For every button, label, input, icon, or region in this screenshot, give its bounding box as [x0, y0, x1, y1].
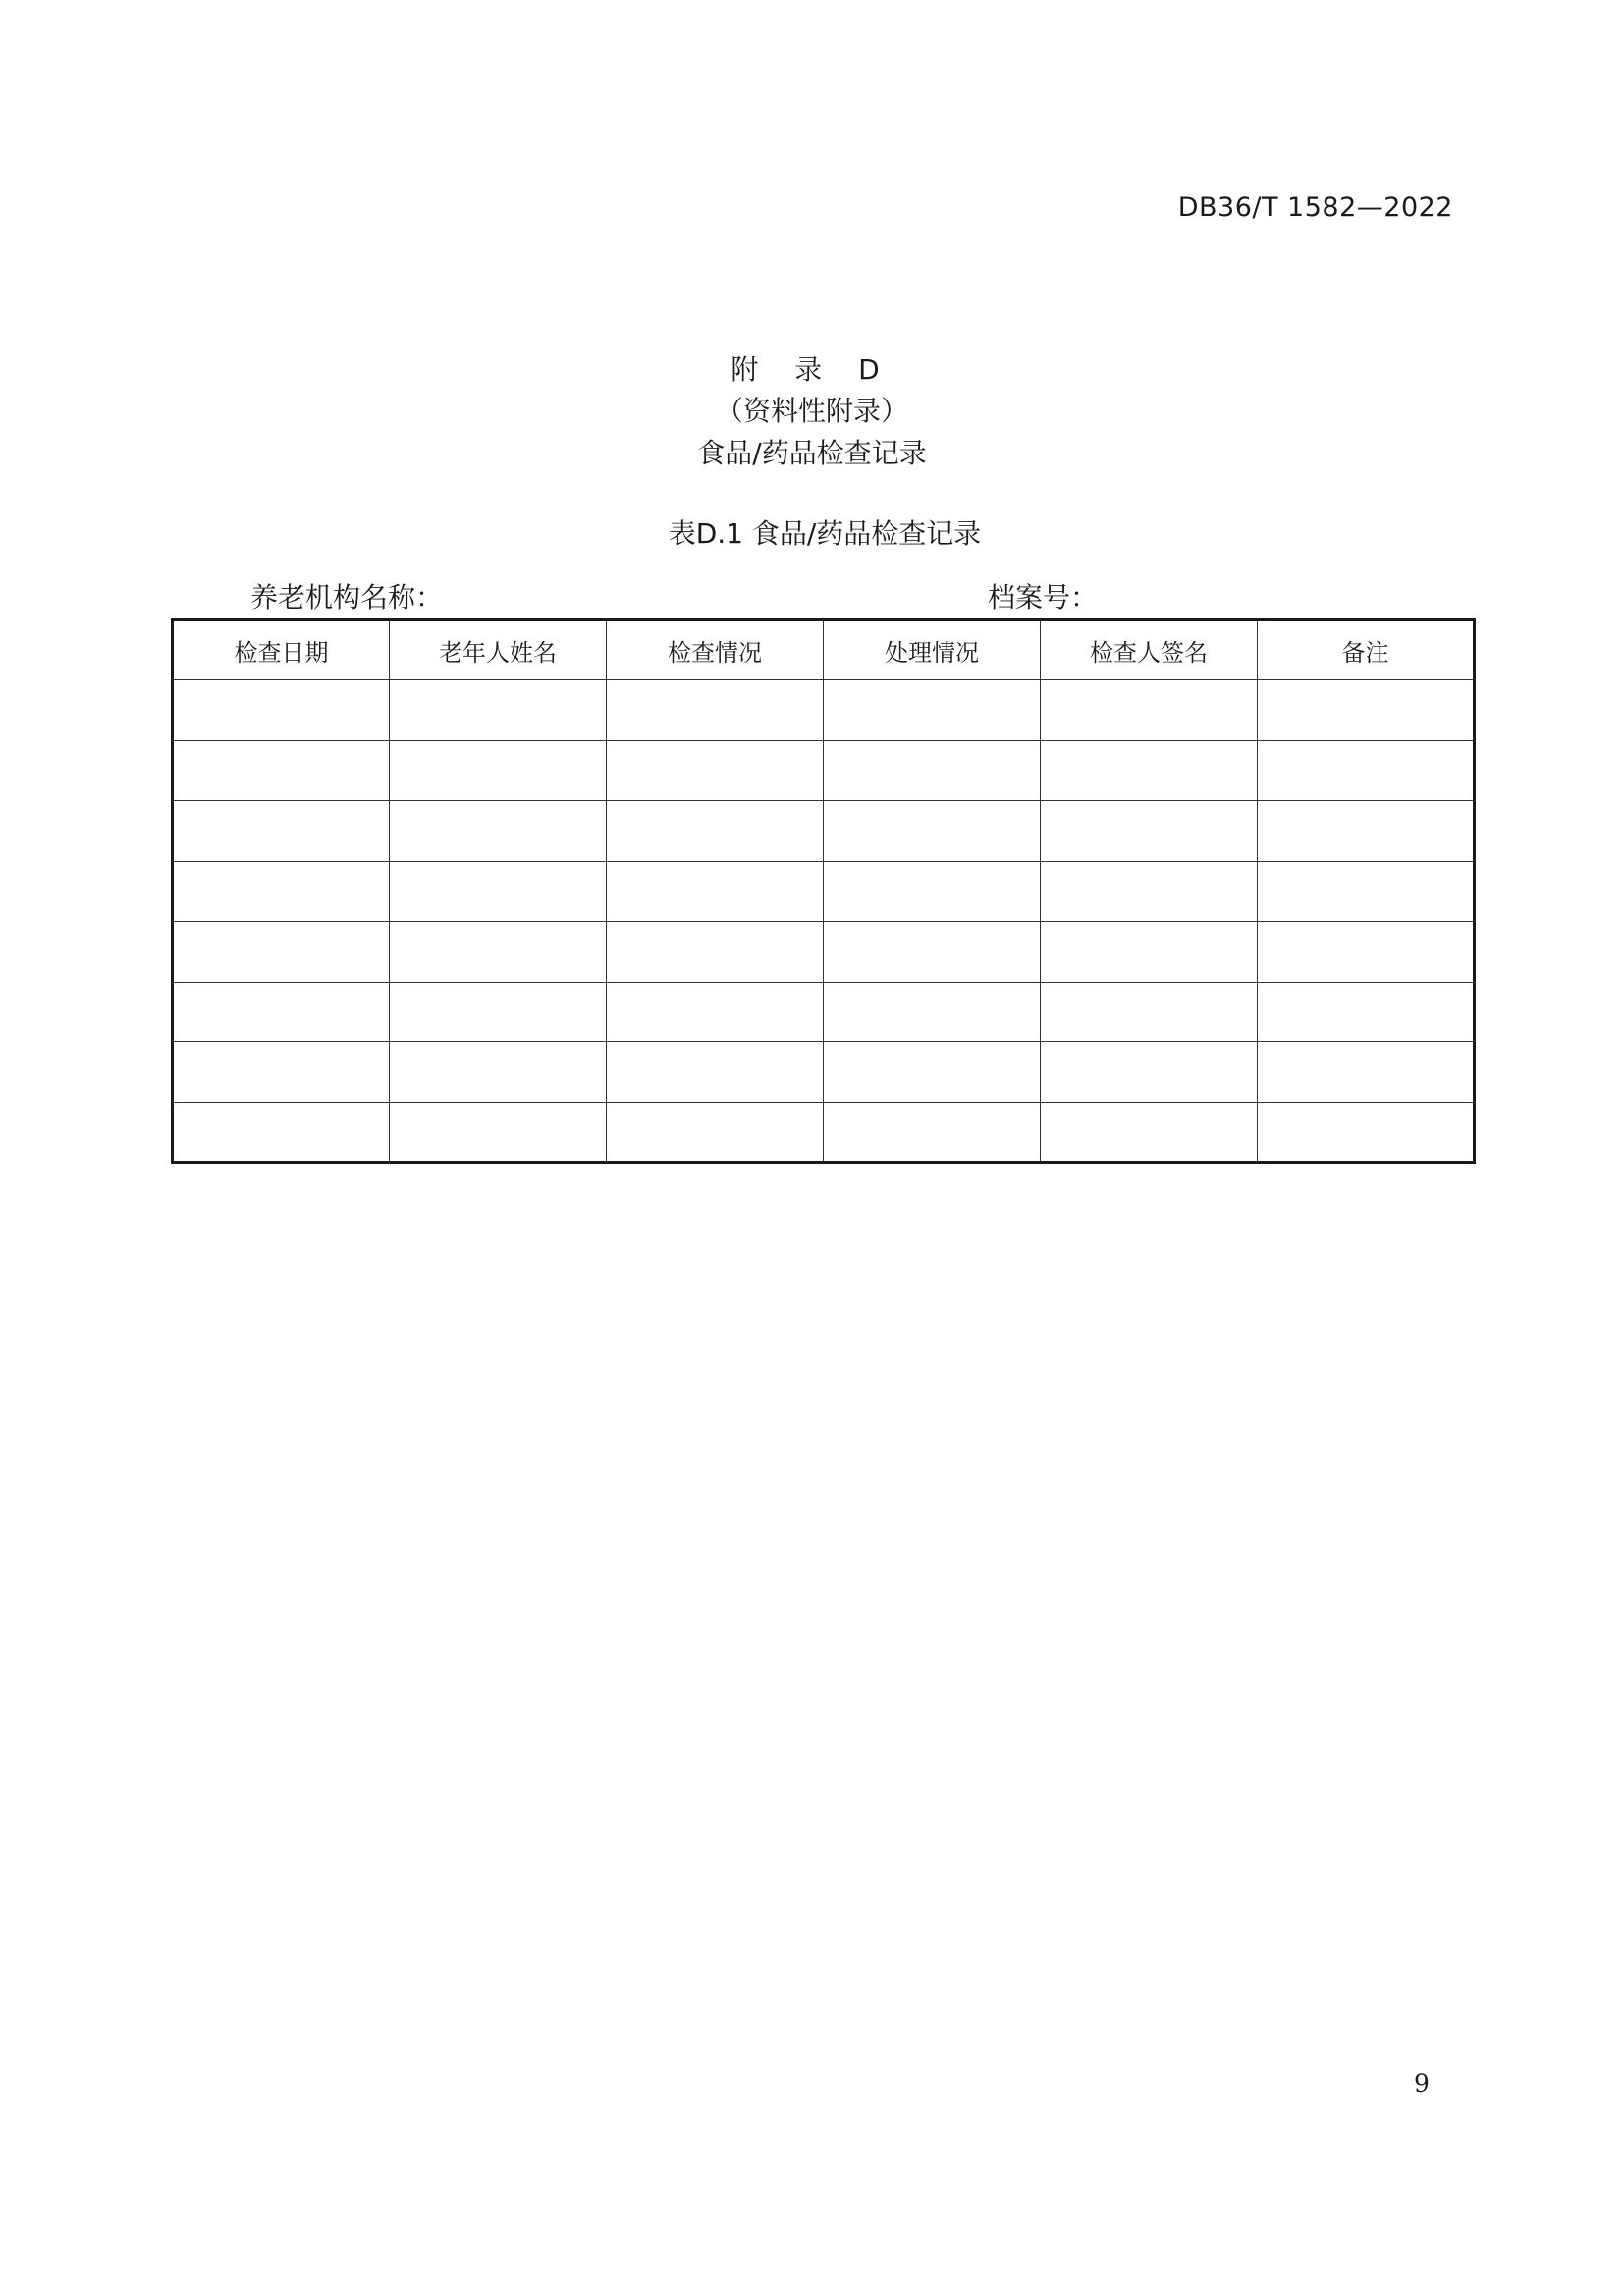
table-cell[interactable]: [173, 680, 390, 741]
table-cell[interactable]: [390, 982, 607, 1042]
table-cell[interactable]: [824, 680, 1041, 741]
table-cell[interactable]: [390, 861, 607, 922]
column-header-remarks: 备注: [1258, 620, 1475, 680]
table-cell[interactable]: [607, 740, 824, 801]
table-cell[interactable]: [173, 922, 390, 983]
table-header-row: [173, 620, 1475, 680]
table-cell[interactable]: [390, 801, 607, 862]
table-cell[interactable]: [390, 740, 607, 801]
page-number: 9: [1414, 2069, 1430, 2098]
table-row: [173, 1042, 1475, 1103]
table-cell[interactable]: [1258, 1042, 1475, 1103]
table-caption: 表D.1 食品/药品检查记录: [668, 517, 982, 550]
table-cell[interactable]: [173, 801, 390, 862]
table-cell[interactable]: [1041, 982, 1258, 1042]
table-cell[interactable]: [173, 1042, 390, 1103]
table-cell[interactable]: [390, 680, 607, 741]
table-cell[interactable]: [607, 1042, 824, 1103]
table-cell[interactable]: [824, 922, 1041, 983]
table-row: [173, 680, 1475, 741]
column-header-inspector-signature: 检查人签名: [1041, 620, 1258, 680]
table-cell[interactable]: [607, 801, 824, 862]
appendix-title: 食品/药品检查记录: [697, 437, 927, 469]
table-cell[interactable]: [607, 922, 824, 983]
column-header-elder-name: 老年人姓名: [390, 620, 607, 680]
table-cell[interactable]: [390, 922, 607, 983]
table-cell[interactable]: [607, 861, 824, 922]
table-row: [173, 982, 1475, 1042]
table-cell[interactable]: [173, 982, 390, 1042]
table-cell[interactable]: [1258, 801, 1475, 862]
column-header-inspection-date: 检查日期: [173, 620, 390, 680]
table-body: [173, 680, 1475, 1163]
table-row: [173, 740, 1475, 801]
table-cell[interactable]: [607, 1102, 824, 1163]
table-cell[interactable]: [1258, 680, 1475, 741]
table-cell[interactable]: [824, 740, 1041, 801]
table-row: [173, 1102, 1475, 1163]
table-cell[interactable]: [1258, 861, 1475, 922]
table-row: [173, 801, 1475, 862]
table-cell[interactable]: [1041, 922, 1258, 983]
appendix-type: （资料性附录）: [715, 395, 908, 427]
table-cell[interactable]: [1041, 1102, 1258, 1163]
table-cell[interactable]: [824, 1042, 1041, 1103]
file-number-label: 档案号：: [988, 581, 1099, 614]
table-cell[interactable]: [607, 680, 824, 741]
table-cell[interactable]: [1258, 982, 1475, 1042]
table-cell[interactable]: [390, 1042, 607, 1103]
table-cell[interactable]: [173, 1102, 390, 1163]
table-cell[interactable]: [1041, 1042, 1258, 1103]
table-cell[interactable]: [173, 740, 390, 801]
table-cell[interactable]: [1258, 922, 1475, 983]
table-cell[interactable]: [390, 1102, 607, 1163]
table-row: [173, 861, 1475, 922]
table-cell[interactable]: [824, 861, 1041, 922]
table-cell[interactable]: [173, 861, 390, 922]
table-cell[interactable]: [1041, 680, 1258, 741]
institution-name-label: 养老机构名称：: [250, 581, 444, 614]
column-header-inspection-status: 检查情况: [607, 620, 824, 680]
table-cell[interactable]: [824, 1102, 1041, 1163]
table-row: [173, 922, 1475, 983]
document-code: DB36/T 1582—2022: [1177, 192, 1453, 223]
table-cell[interactable]: [824, 801, 1041, 862]
inspection-record-table: [171, 618, 1476, 1164]
table-cell[interactable]: [1258, 740, 1475, 801]
table-cell[interactable]: [1041, 861, 1258, 922]
table-cell[interactable]: [1041, 801, 1258, 862]
table-cell[interactable]: [1041, 740, 1258, 801]
table-cell[interactable]: [1258, 1102, 1475, 1163]
table-cell[interactable]: [824, 982, 1041, 1042]
table-cell[interactable]: [607, 982, 824, 1042]
appendix-label: 附 录 D: [731, 353, 893, 386]
column-header-handling-status: 处理情况: [824, 620, 1041, 680]
